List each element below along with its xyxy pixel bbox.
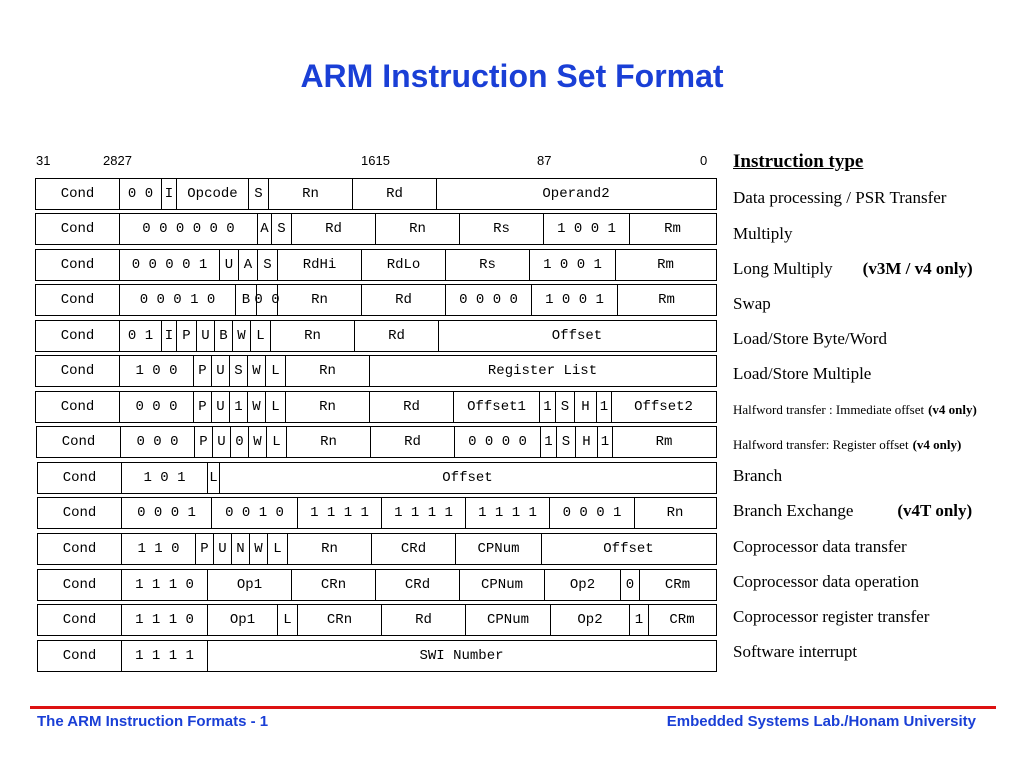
bit-field: L xyxy=(267,427,287,457)
bit-field: Rn xyxy=(376,214,460,244)
bit-field: RdLo xyxy=(362,250,446,280)
bit-field: 1 1 0 xyxy=(122,534,196,564)
bit-field: B xyxy=(215,321,233,351)
instruction-type-item xyxy=(733,437,961,453)
instruction-type-label: Branch xyxy=(733,466,783,485)
footer-rule xyxy=(30,706,996,709)
instruction-type-label: Data processing / PSR Transfer xyxy=(733,188,947,207)
cond-field: Cond xyxy=(38,534,122,564)
bit-field: CRn xyxy=(292,570,376,600)
bit-field: U xyxy=(212,392,230,422)
instruction-type-item xyxy=(733,642,857,662)
bit-field: Rn xyxy=(278,285,362,315)
format-row xyxy=(35,355,717,387)
bit-field: Rd xyxy=(292,214,376,244)
bit-label: 2827 xyxy=(103,153,132,168)
format-row xyxy=(35,213,717,245)
bit-field: P xyxy=(195,427,213,457)
bit-field: CRm xyxy=(664,577,691,593)
bit-field: Rd xyxy=(362,285,446,315)
instruction-type-item xyxy=(733,402,977,418)
bit-field: 1 1 1 1 xyxy=(298,498,382,528)
cond-field: Cond xyxy=(38,570,122,600)
bit-field: Rd xyxy=(355,321,439,351)
bit-field: 0 1 xyxy=(120,321,162,351)
bit-field: Rd xyxy=(382,605,466,635)
instruction-type-label: Halfword transfer : Immediate offset xyxy=(733,402,925,417)
bit-position-labels xyxy=(0,153,720,171)
bit-field: 1 1 1 1 xyxy=(382,498,466,528)
bit-field: P xyxy=(194,392,212,422)
bit-field: 1 0 0 1 xyxy=(544,214,630,244)
cond-field: Cond xyxy=(36,356,120,386)
bit-field: H xyxy=(576,427,598,457)
bit-field: Rm xyxy=(657,257,674,273)
bit-field: L xyxy=(278,605,298,635)
bit-field: P xyxy=(177,321,197,351)
bit-field: Operand2 xyxy=(542,186,610,202)
instruction-type-item xyxy=(733,259,973,279)
format-row xyxy=(37,604,717,636)
format-row xyxy=(35,178,717,210)
instruction-type-item xyxy=(733,607,929,627)
cond-field: Cond xyxy=(38,641,122,671)
bit-field: RdHi xyxy=(278,250,362,280)
instruction-type-label: Swap xyxy=(733,294,771,313)
bit-field: Rn xyxy=(288,534,372,564)
format-row xyxy=(36,426,717,458)
cond-field: Cond xyxy=(38,498,122,528)
instruction-type-item xyxy=(733,329,887,349)
instruction-type-label: Multiply xyxy=(733,224,793,243)
bit-field: 0 0 0 0 xyxy=(446,285,532,315)
bit-field: Offset xyxy=(442,470,493,486)
format-row xyxy=(37,462,717,494)
bit-field: 0 0 0 1 0 xyxy=(120,285,236,315)
bit-field: 0 0 xyxy=(257,285,278,315)
bit-label: 31 xyxy=(36,153,51,168)
bit-field: CRd xyxy=(376,570,460,600)
bit-field: CPNum xyxy=(460,570,545,600)
cond-field: Cond xyxy=(36,392,120,422)
bit-field: 1 1 1 0 xyxy=(122,605,208,635)
bit-field: CRm xyxy=(669,612,695,628)
bit-field: S xyxy=(556,392,575,422)
bit-field: Op1 xyxy=(208,570,292,600)
bit-field: Rm xyxy=(664,221,681,237)
instruction-type-item xyxy=(733,501,972,521)
instruction-type-label: Software interrupt xyxy=(733,642,858,661)
instruction-type-item xyxy=(733,364,871,384)
bit-field: SWI Number xyxy=(419,648,504,664)
bit-field: Rn xyxy=(287,427,371,457)
bit-field: CRd xyxy=(372,534,456,564)
cond-field: Cond xyxy=(38,463,122,493)
bit-field: 0 0 0 xyxy=(121,427,195,457)
bit-field: Offset2 xyxy=(634,399,693,415)
instruction-type-item xyxy=(733,294,771,314)
bit-field: Rn xyxy=(271,321,355,351)
instruction-type-label: Branch Exchange xyxy=(733,501,854,520)
bit-field: Rn xyxy=(269,179,353,209)
bit-field: 1 xyxy=(597,392,612,422)
bit-field: L xyxy=(251,321,271,351)
footer-right-text: Embedded Systems Lab./Honam University xyxy=(666,713,976,730)
cond-field: Cond xyxy=(36,285,120,315)
bit-field: Offset xyxy=(603,541,654,557)
cond-field: Cond xyxy=(36,250,120,280)
bit-field: 1 1 1 1 xyxy=(122,641,208,671)
bit-field: 1 xyxy=(230,392,248,422)
format-row xyxy=(35,391,717,423)
bit-field: Rn xyxy=(666,505,684,521)
instruction-type-item xyxy=(733,537,907,557)
bit-label: 87 xyxy=(537,153,552,168)
bit-field: 1 xyxy=(630,605,649,635)
instruction-type-item xyxy=(733,188,946,208)
bit-field: I xyxy=(162,179,177,209)
instruction-type-label: Halfword transfer: Register offset xyxy=(733,437,909,452)
bit-field: Opcode xyxy=(177,179,249,209)
bit-field: Rd xyxy=(370,392,454,422)
format-row xyxy=(37,640,717,672)
cond-field: Cond xyxy=(37,427,121,457)
bit-field: A xyxy=(239,250,258,280)
bit-field: U xyxy=(197,321,215,351)
cond-field: Cond xyxy=(36,214,120,244)
bit-field: 1 xyxy=(540,392,556,422)
bit-field: 0 0 0 0 1 xyxy=(120,250,220,280)
format-row xyxy=(37,533,717,565)
format-row xyxy=(35,320,717,352)
bit-field: CPNum xyxy=(456,534,542,564)
bit-field: Rd xyxy=(353,179,437,209)
bit-field: 0 0 xyxy=(120,179,162,209)
format-row xyxy=(37,569,717,601)
bit-field: Op1 xyxy=(208,605,278,635)
instruction-type-label: Coprocessor data transfer xyxy=(733,537,907,556)
version-note: (v4 only) xyxy=(912,437,962,452)
instruction-type-list xyxy=(733,0,1023,768)
bit-field: 1 1 1 0 xyxy=(122,570,208,600)
bit-field: A xyxy=(258,214,272,244)
bit-field: Rm xyxy=(658,292,675,308)
instruction-type-label: Coprocessor register transfer xyxy=(733,607,930,626)
bit-field: P xyxy=(196,534,214,564)
bit-field: L xyxy=(266,356,286,386)
bit-field: L xyxy=(208,463,220,493)
instruction-type-item xyxy=(733,466,782,486)
bit-field: Rd xyxy=(371,427,455,457)
format-row xyxy=(37,497,717,529)
instruction-type-label: Load/Store Byte/Word xyxy=(733,329,887,348)
bit-field: Offset xyxy=(551,328,603,344)
version-note: (v3M / v4 only) xyxy=(862,259,973,278)
version-note: (v4 only) xyxy=(928,402,977,417)
bit-field: W xyxy=(248,356,266,386)
cond-field: Cond xyxy=(38,605,122,635)
bit-label: 0 xyxy=(700,153,708,168)
bit-field: 0 xyxy=(231,427,249,457)
instruction-type-item xyxy=(733,572,919,592)
bit-field: H xyxy=(575,392,597,422)
bit-field: 1 0 0 1 xyxy=(530,250,616,280)
cond-field: Cond xyxy=(36,321,120,351)
bit-field: S xyxy=(557,427,576,457)
bit-field: 0 0 0 0 xyxy=(455,427,541,457)
bit-field: W xyxy=(250,534,268,564)
bit-field: Rn xyxy=(286,356,370,386)
bit-field: Rm xyxy=(655,434,673,450)
bit-field: Rs xyxy=(446,250,530,280)
cond-field: Cond xyxy=(36,179,120,209)
bit-field: 0 xyxy=(621,570,640,600)
bit-field: S xyxy=(258,250,278,280)
bit-field: 1 1 1 1 xyxy=(466,498,550,528)
bit-field: 0 0 0 xyxy=(120,392,194,422)
bit-field: 0 0 1 0 xyxy=(212,498,298,528)
instruction-type-label: Coprocessor data operation xyxy=(733,572,919,591)
bit-field: CRn xyxy=(298,605,382,635)
bit-label: 1615 xyxy=(361,153,390,168)
bit-field: S xyxy=(230,356,248,386)
bit-field: L xyxy=(268,534,288,564)
bit-field: Op2 xyxy=(545,570,621,600)
bit-field: Rs xyxy=(460,214,544,244)
footer-left-text: The ARM Instruction Formats - 1 xyxy=(37,713,269,730)
bit-field: Op2 xyxy=(551,605,630,635)
bit-field: 0 0 0 1 xyxy=(122,498,212,528)
bit-field: S xyxy=(249,179,269,209)
bit-field: W xyxy=(249,427,267,457)
bit-field: I xyxy=(162,321,177,351)
bit-field: L xyxy=(266,392,286,422)
bit-field: 1 0 0 xyxy=(120,356,194,386)
bit-field: 0 0 0 1 xyxy=(550,498,635,528)
bit-field: Register List xyxy=(487,363,598,379)
instruction-type-label: Load/Store Multiple xyxy=(733,364,872,383)
bit-field: N xyxy=(232,534,250,564)
bit-field: P xyxy=(194,356,212,386)
version-note: (v4T only) xyxy=(897,501,973,520)
bit-field: 1 0 1 xyxy=(122,463,208,493)
bit-field: U xyxy=(213,427,231,457)
bit-field: S xyxy=(272,214,292,244)
bit-field: U xyxy=(220,250,239,280)
bit-field: W xyxy=(233,321,251,351)
bit-field: B xyxy=(236,285,257,315)
bit-field: W xyxy=(248,392,266,422)
bit-field: CPNum xyxy=(466,605,551,635)
bit-field: Rn xyxy=(286,392,370,422)
instruction-type-heading: Instruction type xyxy=(733,151,864,172)
bit-field: Offset1 xyxy=(454,392,540,422)
slide-title: ARM Instruction Set Format xyxy=(300,58,724,94)
bit-field: 1 xyxy=(541,427,557,457)
format-row xyxy=(35,284,717,316)
bit-field: 1 0 0 1 xyxy=(532,285,618,315)
instruction-type-label: Long Multiply xyxy=(733,259,833,278)
bit-field: U xyxy=(214,534,232,564)
bit-field: U xyxy=(212,356,230,386)
instruction-type-item xyxy=(733,224,793,244)
bit-field: 0 0 0 0 0 0 xyxy=(120,214,258,244)
format-row xyxy=(35,249,717,281)
bit-field: 1 xyxy=(598,427,613,457)
